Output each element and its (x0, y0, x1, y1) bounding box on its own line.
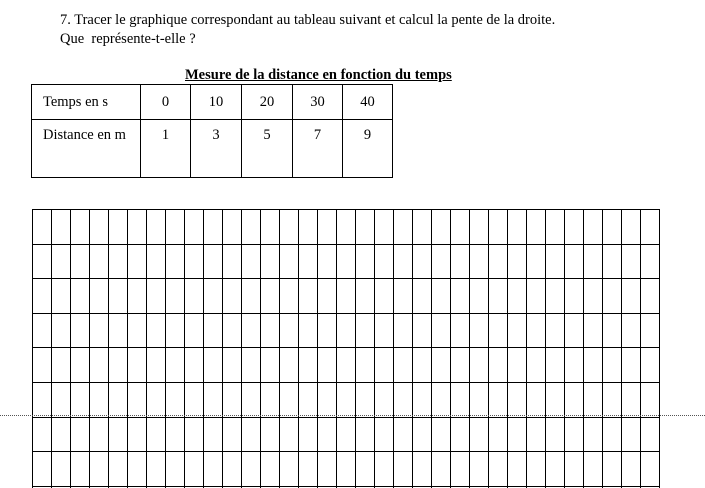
page-break-line (0, 415, 705, 416)
time-value-cell: 20 (242, 85, 293, 120)
distance-value-cell: 1 (141, 120, 191, 178)
question-line-1: 7. Tracer le graphique correspondant au tableau suivant et calcul la pente de la droite. (60, 12, 556, 28)
question-line-2: Que représente-t-elle ? (60, 31, 196, 47)
table-title: Mesure de la distance en fonction du temps (185, 67, 452, 83)
time-value-cell: 10 (191, 85, 242, 120)
time-value-cell: 30 (293, 85, 343, 120)
row-label-distance: Distance en m (32, 120, 141, 178)
time-value-cell: 0 (141, 85, 191, 120)
distance-value-cell: 9 (343, 120, 393, 178)
time-value-cell: 40 (343, 85, 393, 120)
distance-value-cell: 5 (242, 120, 293, 178)
row-label-time: Temps en s (32, 85, 141, 120)
distance-value-cell: 7 (293, 120, 343, 178)
distance-value-cell: 3 (191, 120, 242, 178)
